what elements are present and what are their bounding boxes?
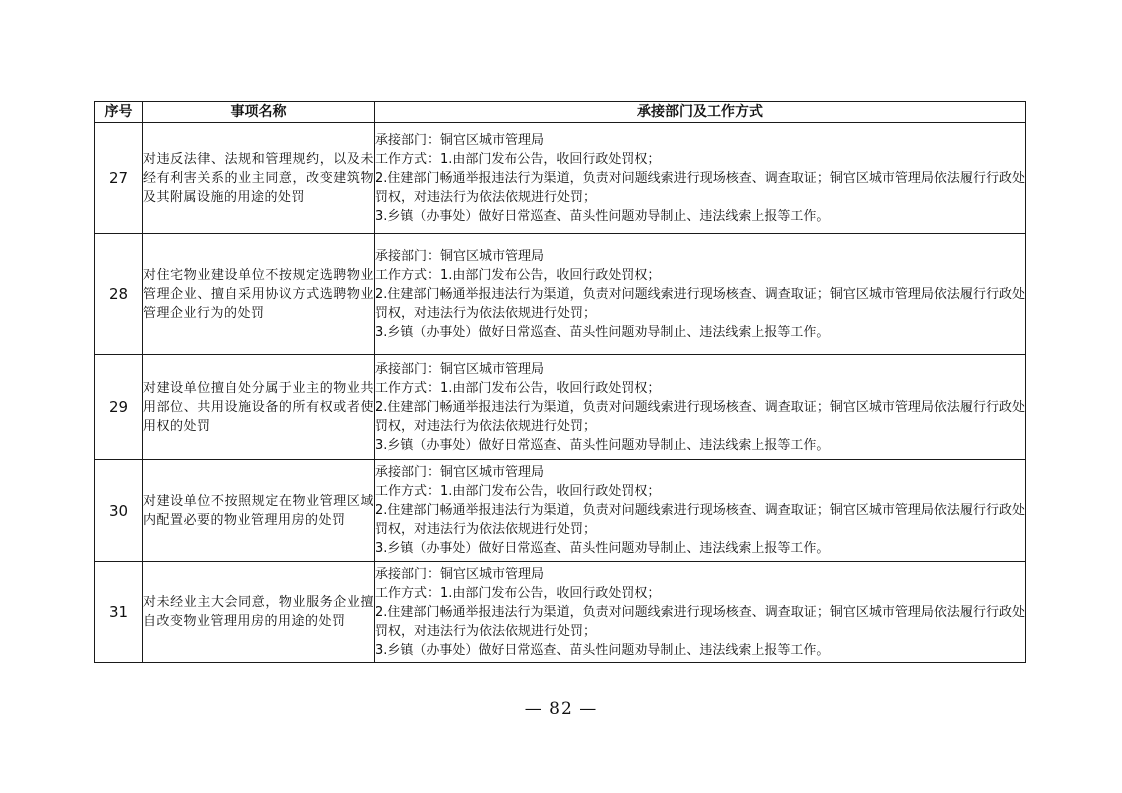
header-serial-number: 序号 [95,102,143,123]
department-line: 承接部门：铜官区城市管理局 [375,566,545,582]
table-row [95,562,1026,663]
method-line: 工作方式：1.由部门发布公告，收回行政处罚权； [375,484,661,499]
step-3-text: 3.乡镇（办事处）做好日常巡查、苗头性问题劝导制止、违法线索上报等工作。 [375,541,830,556]
method-line: 工作方式：1.由部门发布公告，收回行政处罚权； [375,585,661,601]
department-line: 承接部门：铜官区城市管理局 [375,361,545,377]
department-cell [375,123,1026,234]
row-number: 31 [95,562,143,663]
step-3-text: 3.乡镇（办事处）做好日常巡查、苗头性问题劝导制止、违法线索上报等工作。 [375,324,830,340]
step-3-text: 3.乡镇（办事处）做好日常巡查、苗头性问题劝导制止、违法线索上报等工作。 [375,437,830,453]
matter-name: 对建设单位擅自处分属于业主的物业共用部位、共用设施设备的所有权或者使用权的处罚 [143,355,375,460]
department-cell [375,234,1026,355]
method-line: 工作方式：1.由部门发布公告，收回行政处罚权； [375,267,661,283]
method-line: 工作方式：1.由部门发布公告，收回行政处罚权； [375,380,661,396]
department-cell [375,355,1026,460]
table-header-row [95,102,1026,123]
matter-name: 对住宅物业建设单位不按规定选聘物业管理企业、擅自采用协议方式选聘物业管理企业行为的处罚 [143,234,375,355]
step-3-text: 3.乡镇（办事处）做好日常巡查、苗头性问题劝导制止、违法线索上报等工作。 [375,642,830,658]
header-matter-name: 事项名称 [143,102,375,123]
department-line: 承接部门：铜官区城市管理局 [375,248,545,264]
table-row [95,234,1026,355]
table-row [95,123,1026,234]
row-number: 29 [95,355,143,460]
table-row [95,460,1026,562]
method-line: 工作方式：1.由部门发布公告，收回行政处罚权； [375,151,661,167]
step-2-text: 2.住建部门畅通举报违法行为渠道，负责对问题线索进行现场核查、调查取证；铜官区城市管理局依法履行行政处罚权，对违法行为依法依规进行处罚； [375,286,1025,321]
step-2-text: 2.住建部门畅通举报违法行为渠道，负责对问题线索进行现场核查、调查取证；铜官区城市管理局依法履行行政处罚权，对违法行为依法依规进行处罚； [375,503,1025,537]
matters-table [94,101,1026,663]
step-2-text: 2.住建部门畅通举报违法行为渠道，负责对问题线索进行现场核查、调查取证；铜官区城市管理局依法履行行政处罚权，对违法行为依法依规进行处罚； [375,604,1025,639]
row-number: 30 [95,460,143,562]
table-row [95,355,1026,460]
matter-name: 对违反法律、法规和管理规约，以及未经有利害关系的业主同意，改变建筑物及其附属设施的用途的处罚 [143,123,375,234]
department-cell [375,460,1026,562]
header-department-and-method: 承接部门及工作方式 [375,102,1026,123]
department-line: 承接部门：铜官区城市管理局 [375,465,545,480]
row-number: 28 [95,234,143,355]
step-2-text: 2.住建部门畅通举报违法行为渠道，负责对问题线索进行现场核查、调查取证；铜官区城市管理局依法履行行政处罚权，对违法行为依法依规进行处罚； [375,399,1025,434]
row-number: 27 [95,123,143,234]
department-cell [375,562,1026,663]
matter-name: 对建设单位不按照规定在物业管理区域内配置必要的物业管理用房的处罚 [143,460,375,562]
page-number: — 82 — [524,699,598,719]
department-line: 承接部门：铜官区城市管理局 [375,132,545,148]
step-2-text: 2.住建部门畅通举报违法行为渠道，负责对问题线索进行现场核查、调查取证；铜官区城市管理局依法履行行政处罚权，对违法行为依法依规进行处罚； [375,170,1025,205]
matter-name: 对未经业主大会同意，物业服务企业擅自改变物业管理用房的用途的处罚 [143,562,375,663]
step-3-text: 3.乡镇（办事处）做好日常巡查、苗头性问题劝导制止、违法线索上报等工作。 [375,208,830,224]
